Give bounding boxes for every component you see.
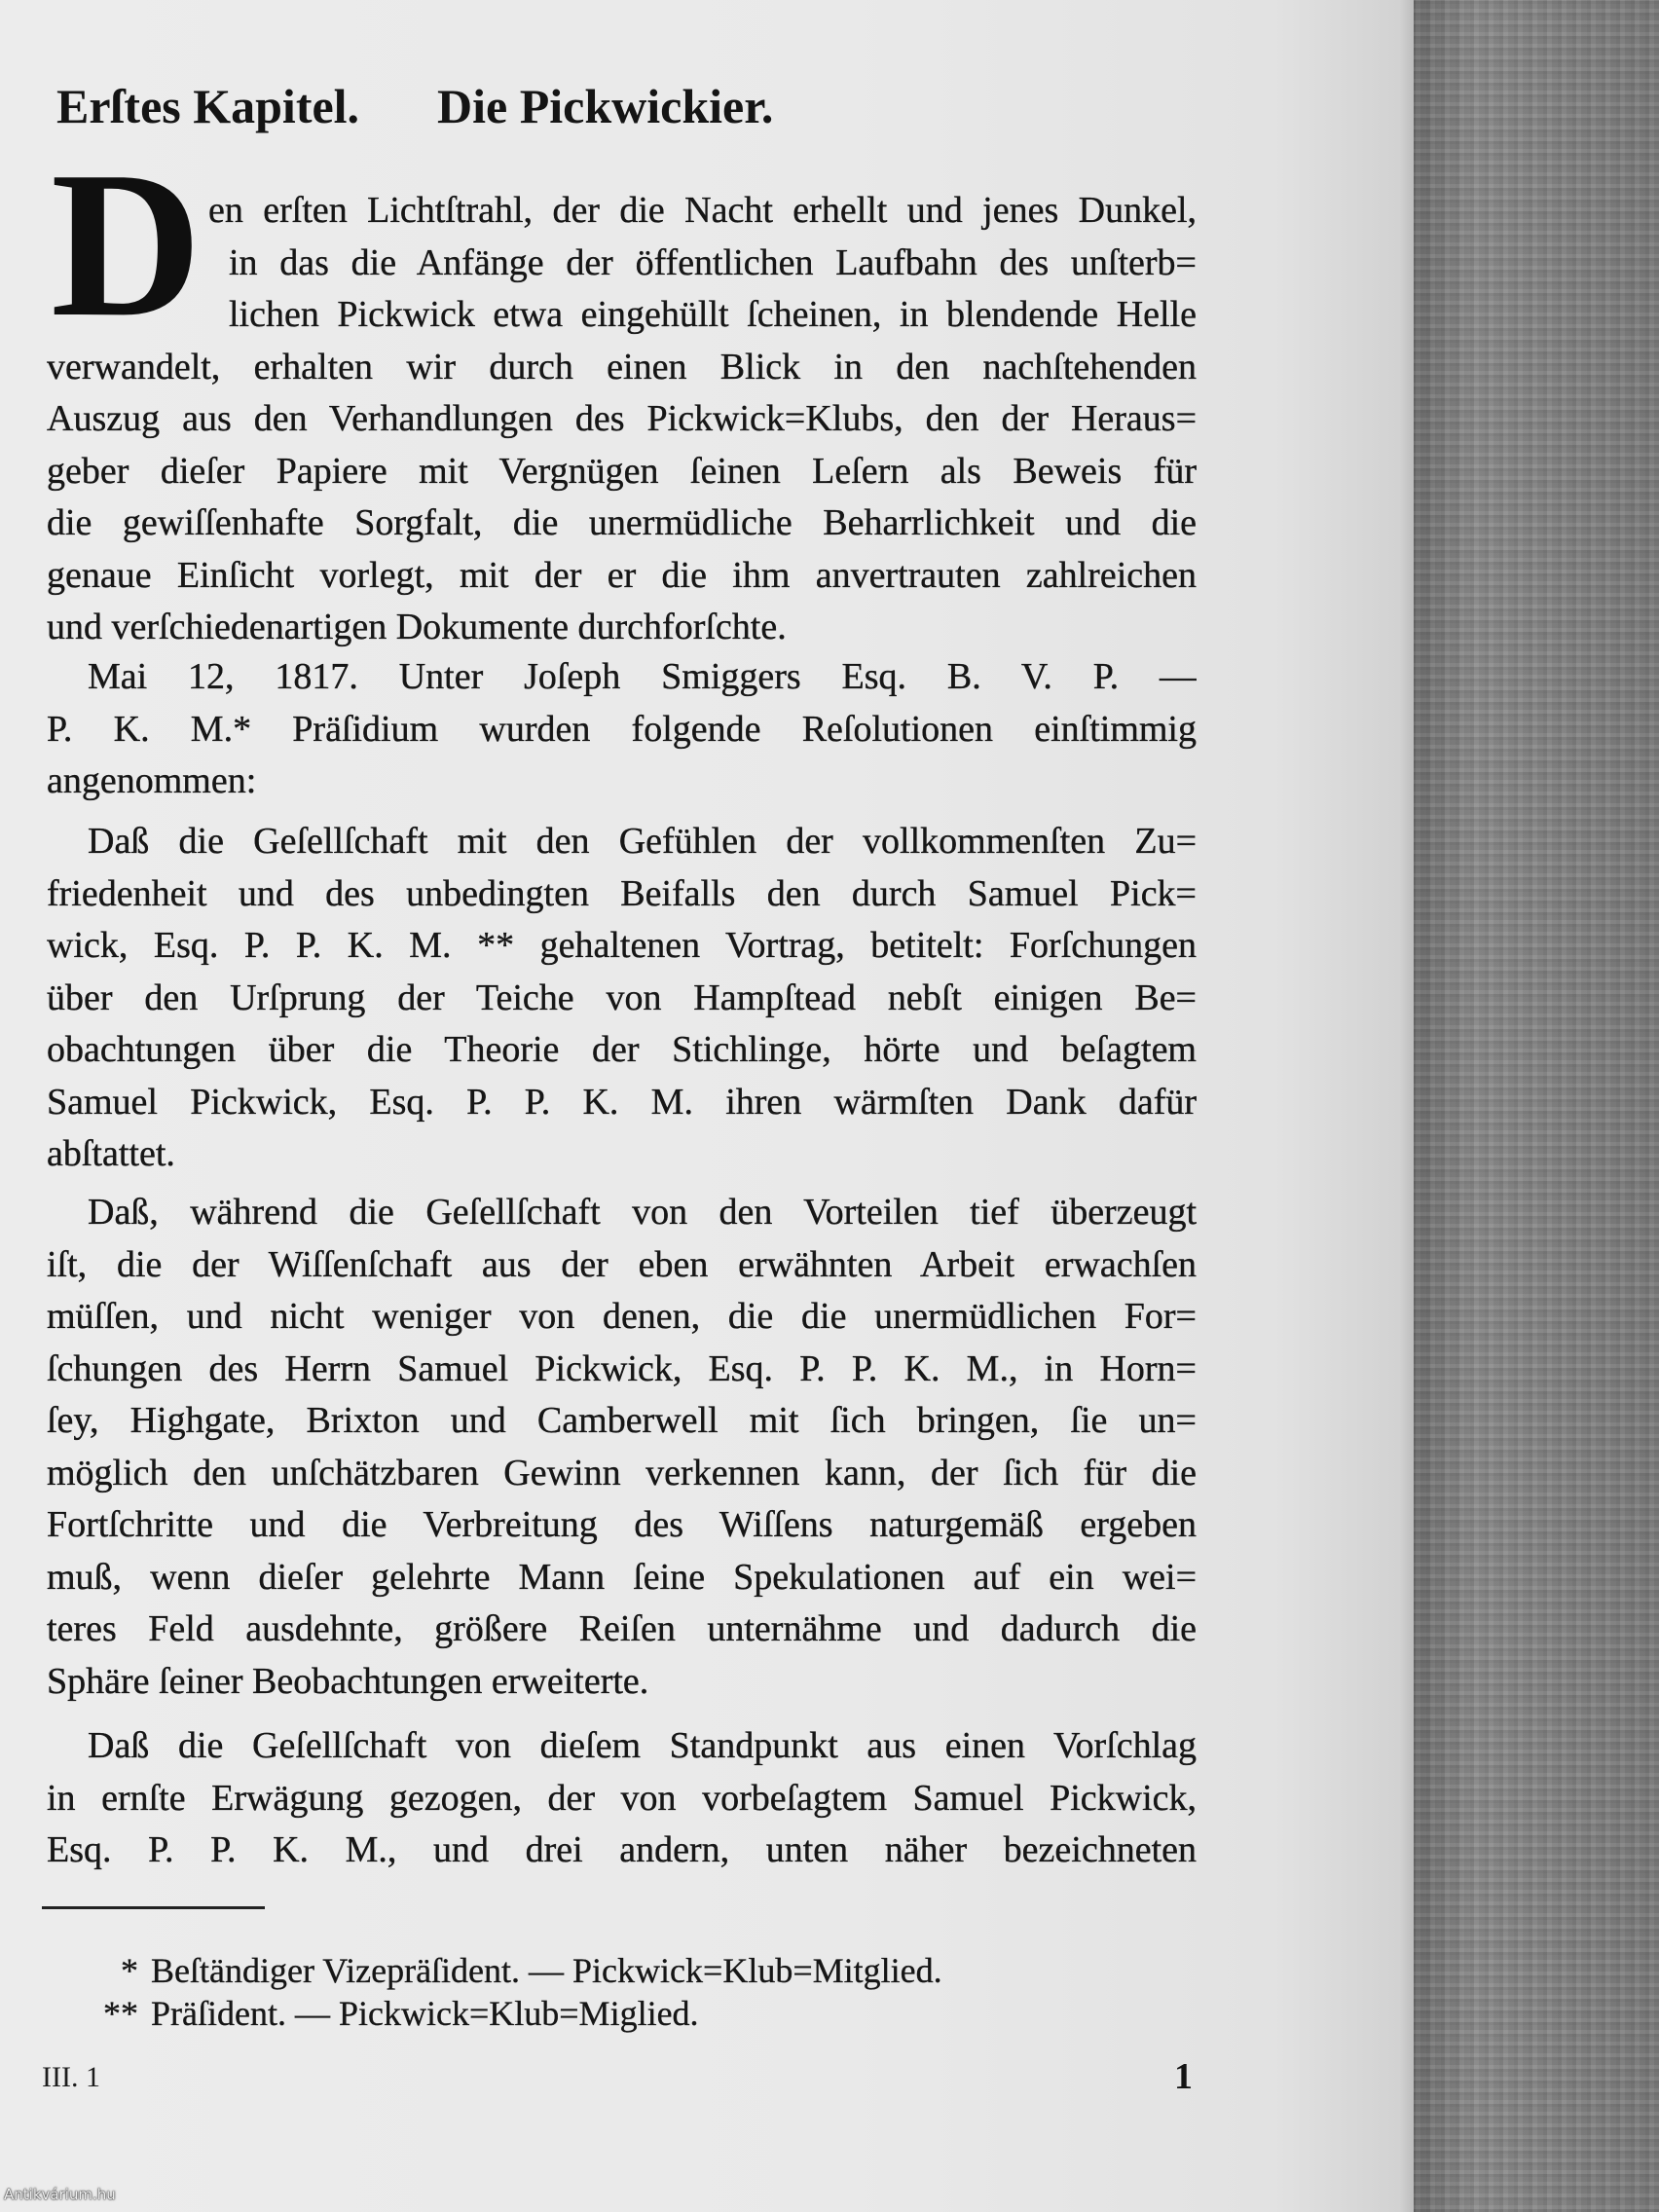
printer-signature: III. 1 — [42, 2061, 100, 2093]
text-line: wick, Esq. P. P. K. M. ** gehaltenen Vortrag, betitelt: Forſchungen — [47, 925, 1197, 966]
text-line: die gewiſſenhafte Sorgfalt, die unermüdliche Beharrlichkeit und die — [47, 502, 1197, 543]
text-line: über den Urſprung der Teiche von Hampſtead nebſt einigen Be= — [47, 977, 1197, 1018]
chapter-number: Erſtes Kapitel. — [56, 79, 360, 133]
text-line: genaue Einſicht vorlegt, mit der er die ihm anvertrauten zahlreichen — [47, 554, 1197, 596]
text-line: iſt, die der Wiſſenſchaft aus der eben erwähnten Arbeit erwachſen — [47, 1243, 1197, 1285]
paragraph-intro — [47, 185, 1197, 654]
text-line: Auszug aus den Verhandlungen des Pickwick=Klubs, den der Heraus= — [47, 398, 1197, 439]
page-number: 1 — [1174, 2056, 1193, 2097]
chapter-title: Die Pickwickier. — [437, 79, 774, 133]
watermark: Antikvárium.hu — [4, 2186, 116, 2203]
text-line: in ernſte Erwägung gezogen, der von vorbeſagtem Samuel Pickwick, — [47, 1777, 1197, 1819]
text-line: muß, wenn dieſer gelehrte Mann ſeine Spekulationen auf ein wei= — [47, 1556, 1197, 1598]
footnote — [0, 1949, 1266, 1992]
footnote-text: Beſtändiger Vizepräſident. — Pickwick=Klub=Mitglied. — [151, 1951, 942, 1990]
text-line: angenommen: — [47, 760, 257, 801]
text-line: in das die Anfänge der öffentlichen Laufbahn des unſterb= — [229, 241, 1197, 283]
text-line: geber dieſer Papiere mit Vergnügen ſeinen Leſern als Beweis für — [47, 450, 1197, 492]
text-line: Esq. P. P. K. M., und drei andern, unten näher bezeichneten — [47, 1829, 1197, 1870]
text-line: Daß die Geſellſchaft mit den Gefühlen der vollkommenſten Zu= — [88, 821, 1197, 862]
text-line: Mai 12, 1817. Unter Joſeph Smiggers Esq. B. V. P. — — [88, 656, 1197, 697]
paragraph-resolution-2 — [47, 1187, 1197, 1708]
text-line: ſey, Highgate, Brixton und Camberwell mit ſich bringen, ſie un= — [47, 1400, 1197, 1441]
text-line: obachtungen über die Theorie der Stichlinge, hörte und beſagtem — [47, 1029, 1197, 1070]
text-line: Daß, während die Geſellſchaft von den Vorteilen tief überzeugt — [88, 1192, 1197, 1233]
footnote — [0, 1992, 1266, 2035]
text-line: friedenheit und des unbedingten Beifalls den durch Samuel Pick= — [47, 872, 1197, 914]
chapter-heading — [56, 77, 933, 135]
paragraph-resolution-1 — [47, 816, 1197, 1181]
footnote-marker: ** — [103, 1994, 138, 2033]
text-line: lichen Pickwick etwa eingehüllt ſcheinen, in blendende Helle — [229, 294, 1197, 335]
footnote-marker: * — [121, 1951, 138, 1990]
footnote-divider — [42, 1906, 265, 1909]
background-surface — [1412, 0, 1659, 2212]
text-line: verwandelt, erhalten wir durch einen Blick in den nachſtehenden — [47, 346, 1197, 387]
footnote-text: Präſident. — Pickwick=Klub=Miglied. — [151, 1994, 699, 2033]
paragraph-resolution-3 — [47, 1720, 1197, 1877]
text-line: und verſchiedenartigen Dokumente durchforſchte. — [47, 607, 787, 647]
text-line: Daß die Geſellſchaft von dieſem Standpunkt aus einen Vorſchlag — [88, 1725, 1197, 1766]
text-line: Sphäre ſeiner Beobachtungen erweiterte. — [47, 1660, 649, 1702]
text-line: Fortſchritte und die Verbreitung des Wiſſens naturgemäß ergeben — [47, 1504, 1197, 1545]
paragraph-minutes-date — [47, 651, 1197, 808]
text-line: ſchungen des Herrn Samuel Pickwick, Esq. P. P. K. M., in Horn= — [47, 1347, 1197, 1389]
drop-cap-initial: D — [51, 128, 203, 360]
footnotes — [0, 1949, 1266, 2035]
text-line: abſtattet. — [47, 1133, 175, 1174]
text-line: Samuel Pickwick, Esq. P. P. K. M. ihren wärmſten Dank dafür — [47, 1081, 1197, 1123]
text-line: möglich den unſchätzbaren Gewinn verkennen kann, der ſich für die — [47, 1452, 1197, 1493]
text-line: P. K. M.* Präſidium wurden folgende Reſolutionen einſtimmig — [47, 708, 1197, 750]
text-line: en erſten Lichtſtrahl, der die Nacht erhellt und jenes Dunkel, — [208, 190, 1197, 231]
text-line: teres Feld ausdehnte, größere Reiſen unternähme und dadurch die — [47, 1608, 1197, 1649]
text-line: müſſen, und nicht weniger von denen, die die unermüdlichen For= — [47, 1296, 1197, 1337]
